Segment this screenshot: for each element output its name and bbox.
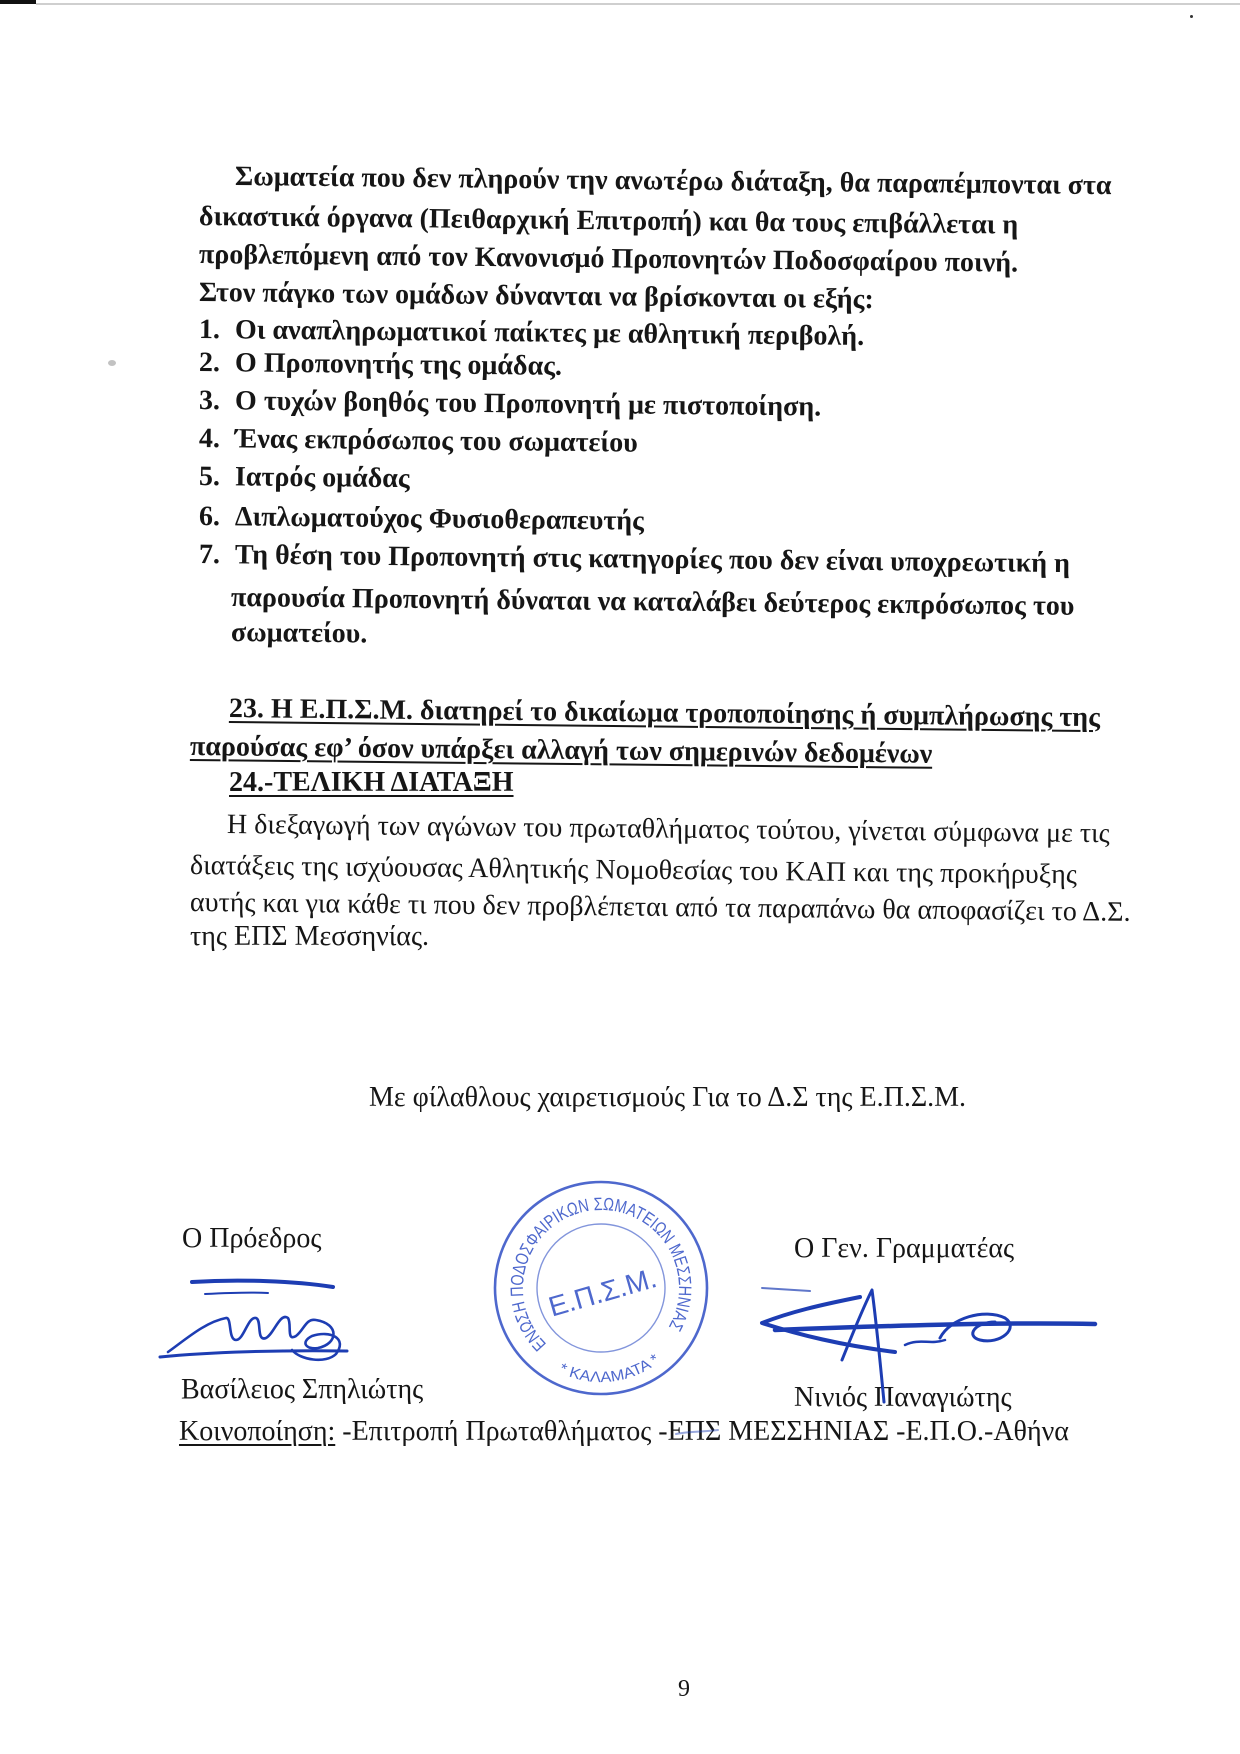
list-item-continuation: σωματείου. xyxy=(230,617,368,650)
list-number: 2. xyxy=(198,347,221,379)
list-number: 3. xyxy=(198,385,221,417)
list-item xyxy=(199,459,410,497)
intro-line: Σωματεία που δεν πληρούν την ανωτέρω διάταξη, θα παραπέμπονται στα xyxy=(234,161,1112,202)
list-item-text: Τη θέση του Προπονητή στις κατηγορίες που δεν είναι υποχρεωτική η xyxy=(234,539,1071,580)
list-number: 1. xyxy=(198,314,221,346)
scan-smudge xyxy=(108,360,116,366)
section-23-line: παρούσας εφ’ όσον υπάρξει αλλαγή των σημερινών δεδομένων xyxy=(189,731,933,770)
list-item-text: Ένας εκπρόσωπος του σωματείου xyxy=(234,423,638,459)
section-23-line: 23. Η Ε.Π.Σ.Μ. διατηρεί το δικαίωμα τροποποίησης ή συμπλήρωσης της xyxy=(228,693,1101,734)
scan-edge-bar xyxy=(0,0,36,4)
stamp-city-text: * ΚΑΛΑΜΑΤΑ * xyxy=(556,1351,663,1387)
stamp-outer-ring xyxy=(485,1172,718,1405)
list-number: 5. xyxy=(198,461,221,493)
list-item-continuation: παρουσία Προπονητή δύναται να καταλάβει δεύτερος εκπρόσωπος του xyxy=(230,582,1075,622)
section-24-line: της ΕΠΣ Μεσσηνίας. xyxy=(190,921,430,952)
list-number: 7. xyxy=(198,539,221,571)
president-name: Βασίλειος Σπηλιώτης xyxy=(181,1374,424,1405)
scan-dot xyxy=(1190,15,1193,18)
list-item-text: Ο Προπονητής της ομάδας. xyxy=(234,347,563,382)
list-item xyxy=(199,345,562,385)
section-24-line: Η διεξαγωγή των αγώνων του πρωταθλήματος τούτου, γίνεται σύμφωνα με τις xyxy=(226,809,1110,850)
list-item-text: Διπλωματούχος Φυσιοθεραπευτής xyxy=(234,501,645,537)
stamp-ring-text: ΕΝΩΣΗ ΠΟΔΟΣΦΑΙΡΙΚΩΝ ΣΩΜΑΤΕΙΩΝ ΜΕΣΣΗΝΙΑΣ xyxy=(506,1193,696,1356)
secretary-name: Νινιός Παναγιώτης xyxy=(794,1382,1012,1413)
distribution-recipients: -Επιτροπή Πρωταθλήματος -ΕΠΣ ΜΕΣΣΗΝΙΑΣ -Ε.Π.Ο.-Αθήνα xyxy=(342,1416,1069,1447)
intro-line: Στον πάγκο των ομάδων δύνανται να βρίσκονται οι εξής: xyxy=(198,277,874,316)
distribution-line xyxy=(179,1414,1069,1450)
section-24-line: αυτής και για κάθε τι που δεν προβλέπεται από τα παραπάνω θα αποφασίζει το Δ.Σ. xyxy=(189,887,1131,928)
scan-edge-line xyxy=(36,3,1240,5)
list-item xyxy=(199,499,644,540)
stamp-center-text: Ε.Π.Σ.Μ. xyxy=(545,1262,661,1323)
list-number: 4. xyxy=(198,423,221,455)
signature-president xyxy=(160,1281,347,1360)
list-item xyxy=(199,537,1070,582)
association-stamp xyxy=(481,1168,721,1408)
section-24-heading: 24.-ΤΕΛΙΚΗ ΔΙΑΤΑΞΗ xyxy=(229,767,514,798)
distribution-label: Κοινοποίηση: xyxy=(179,1416,336,1447)
list-item xyxy=(199,421,638,462)
intro-line: προβλεπόμενη από τον Κανονισμό Προπονητών Ποδοσφαίρου ποινή. xyxy=(198,239,1019,279)
page-number: 9 xyxy=(678,1676,690,1702)
stamp-inner-ring xyxy=(531,1218,672,1359)
intro-line: δικαστικά όργανα (Πειθαρχική Επιτροπή) και θα τους επιβάλλεται η xyxy=(198,201,1019,241)
closing-greeting: Με φίλαθλους χαιρετισμούς Για το Δ.Σ της Ε.Π.Σ.Μ. xyxy=(369,1082,967,1113)
section-24-line: διατάξεις της ισχύουσας Αθλητικής Νομοθεσίας του ΚΑΠ και της προκήρυξης xyxy=(189,850,1078,891)
list-item xyxy=(199,383,822,426)
president-role: Ο Πρόεδρος xyxy=(182,1223,322,1254)
list-item-text: Ο τυχών βοηθός του Προπονητή με πιστοποίηση. xyxy=(234,385,822,423)
secretary-role: Ο Γεν. Γραμματέας xyxy=(794,1233,1015,1264)
list-number: 6. xyxy=(198,501,221,533)
list-item-text: Οι αναπληρωματικοί παίκτες με αθλητική περιβολή. xyxy=(234,314,865,352)
list-item-text: Ιατρός ομάδας xyxy=(234,461,410,495)
